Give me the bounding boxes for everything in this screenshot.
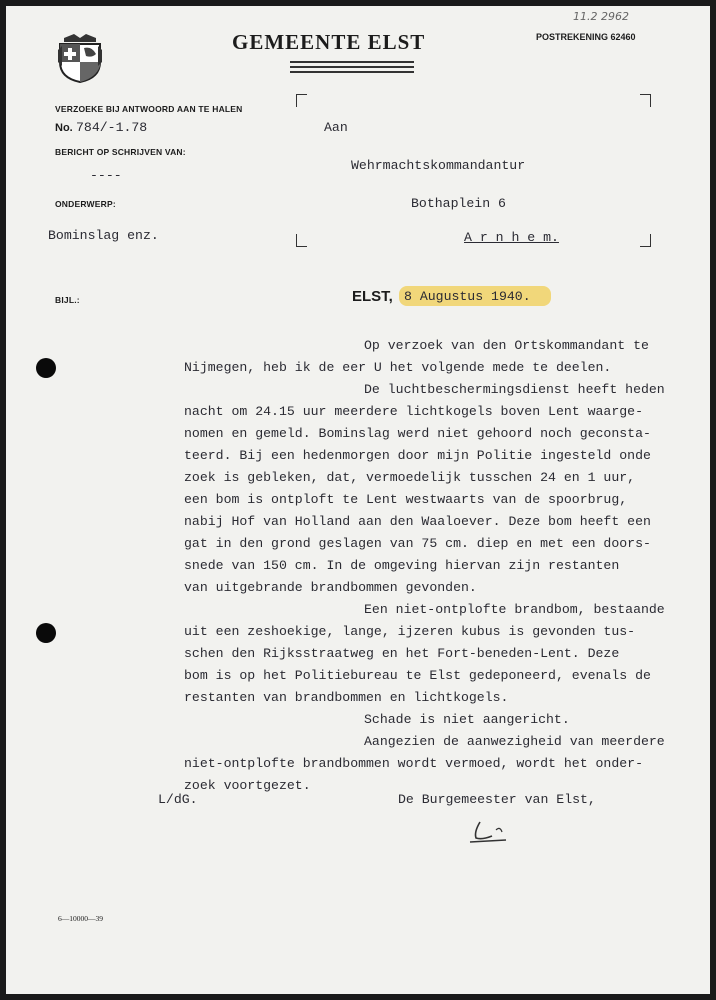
body-line: uit een zeshoekige, lange, ijzeren kubus is gevonden tus- bbox=[184, 624, 636, 639]
address-bracket bbox=[640, 234, 651, 247]
bijl-label: BIJL.: bbox=[55, 295, 80, 305]
address-bracket bbox=[296, 234, 307, 247]
body-line: teerd. Bij een hedenmorgen door mijn Politie ingesteld onde bbox=[184, 448, 651, 463]
letter-date: 8 Augustus 1940. bbox=[404, 289, 531, 304]
body-line: zoek is gebleken, dat, vermoedelijk tusschen 24 en 1 uur, bbox=[184, 470, 636, 485]
form-code: 6—10000—39 bbox=[58, 914, 103, 923]
title-rule bbox=[290, 66, 414, 68]
body-line: snede van 150 cm. In de omgeving hiervan zijn restanten bbox=[184, 558, 620, 573]
title-rule bbox=[290, 71, 414, 73]
signature-mark bbox=[466, 818, 510, 844]
body-line: een bom is ontploft te Lent westwaarts van de spoorbrug, bbox=[184, 492, 628, 507]
reference-number: 784/-1.78 bbox=[76, 120, 148, 135]
body-line: Aangezien de aanwezigheid van meerdere bbox=[364, 734, 665, 749]
address-bracket bbox=[640, 94, 651, 107]
address-line: Bothaplein 6 bbox=[411, 196, 506, 211]
body-line: nabij Hof van Holland aan den Waaloever. Deze bom heeft een bbox=[184, 514, 651, 529]
body-line: niet-ontplofte brandbommen wordt vermoed, wordt het onder- bbox=[184, 756, 643, 771]
body-line: bom is op het Politiebureau te Elst gedeponeerd, evenals de bbox=[184, 668, 651, 683]
address-bracket bbox=[296, 94, 307, 107]
address-city: A r n h e m. bbox=[464, 230, 559, 245]
coat-of-arms-icon bbox=[56, 32, 104, 84]
body-line: Schade is niet aangericht. bbox=[364, 712, 570, 727]
body-line: nomen en gemeld. Bominslag werd niet gehoord noch geconsta- bbox=[184, 426, 651, 441]
subject-value: Bominslag enz. bbox=[48, 228, 159, 243]
letter-page bbox=[6, 6, 710, 994]
address-line: Wehrmachtskommandantur bbox=[351, 158, 526, 173]
no-label: No. bbox=[55, 122, 73, 134]
signatory: De Burgemeester van Elst, bbox=[398, 792, 596, 807]
verzoeke-label: VERZOEKE BIJ ANTWOORD AAN TE HALEN bbox=[55, 104, 243, 114]
body-line: De luchtbeschermingsdienst heeft heden bbox=[364, 382, 665, 397]
bericht-value: ---- bbox=[90, 168, 122, 183]
body-line: van uitgebrande brandbommen gevonden. bbox=[184, 580, 477, 595]
body-line: zoek voortgezet. bbox=[184, 778, 311, 793]
date-place: ELST, bbox=[352, 288, 393, 305]
onderwerp-label: ONDERWERP: bbox=[55, 199, 116, 209]
typist-initials: L/dG. bbox=[158, 792, 198, 807]
letter-body bbox=[184, 338, 684, 793]
body-line: nacht om 24.15 uur meerdere lichtkogels boven Lent waarge- bbox=[184, 404, 643, 419]
body-line: Nijmegen, heb ik de eer U het volgende mede te deelen. bbox=[184, 360, 612, 375]
punch-hole bbox=[36, 623, 56, 643]
postrekening: POSTREKENING 62460 bbox=[536, 32, 636, 42]
body-line: schen den Rijksstraatweg en het Fort-beneden-Lent. Deze bbox=[184, 646, 620, 661]
municipality-title: GEMEENTE ELST bbox=[232, 30, 426, 54]
punch-hole bbox=[36, 358, 56, 378]
bericht-label: BERICHT OP SCHRIJVEN VAN: bbox=[55, 147, 186, 157]
body-line: Op verzoek van den Ortskommandant te bbox=[364, 338, 649, 353]
archive-note: 11.2 2962 bbox=[573, 10, 629, 23]
body-line: restanten van brandbommen en lichtkogels. bbox=[184, 690, 509, 705]
body-line: gat in den grond geslagen van 75 cm. diep en met een doors- bbox=[184, 536, 651, 551]
address-line: Aan bbox=[324, 120, 348, 135]
title-rule bbox=[290, 61, 414, 63]
body-line: Een niet-ontplofte brandbom, bestaande bbox=[364, 602, 665, 617]
